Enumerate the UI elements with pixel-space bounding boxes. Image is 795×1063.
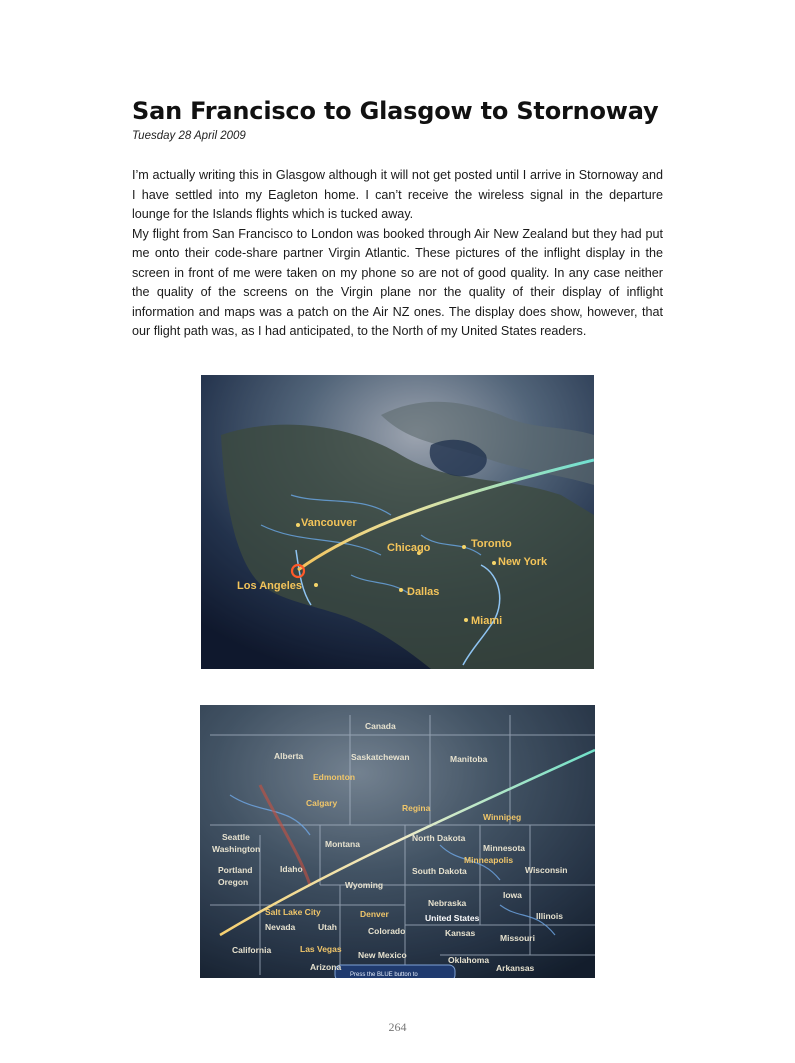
map-label-salt-lake-city: Salt Lake City: [265, 907, 321, 917]
map-label-california: California: [232, 945, 272, 955]
city-label-dallas: Dallas: [407, 586, 440, 598]
map-label-wisconsin: Wisconsin: [525, 865, 568, 875]
map-label-kansas: Kansas: [445, 928, 476, 938]
map-label-manitoba: Manitoba: [450, 754, 488, 764]
map-label-wyoming: Wyoming: [345, 880, 384, 890]
map-label-new-mexico: New Mexico: [358, 950, 407, 960]
post-date: Tuesday 28 April 2009: [132, 130, 246, 142]
city-label-toronto: Toronto: [471, 538, 512, 550]
map-label-colorado: Colorado: [368, 926, 406, 936]
map-label-edmonton: Edmonton: [313, 772, 356, 782]
map-label-seattle: Seattle: [222, 832, 250, 842]
map-label-washington: Washington: [212, 844, 261, 854]
map-label-illinois: Illinois: [536, 911, 563, 921]
flight-map-photo-1: [201, 375, 594, 669]
map-label-north-dakota: North Dakota: [412, 833, 466, 843]
paragraph-2: My flight from San Francisco to London was booked through Air New Zealand but they had put me onto their code-share partner Virgin Atlantic. These pictures of the inflight display in the screen in front of me were taken on my phone so are not of good quality. In any case neither the quality of the screens on the Virgin plane nor the quality of their display of inflight information and maps was a patch on the Air NZ ones. The display does show, however, that our flight path was, as I had anticipated, to the North of my United States readers.: [132, 226, 663, 338]
page-number: 264: [388, 1020, 407, 1034]
city-label-los-angeles: Los Angeles: [237, 580, 302, 592]
map-label-portland: Portland: [218, 865, 253, 875]
map-label-minnesota: Minnesota: [483, 843, 526, 853]
city-label-chicago: Chicago: [387, 542, 431, 554]
flight-map-photo-2: [200, 705, 595, 978]
map-label-nebraska: Nebraska: [428, 898, 467, 908]
article-title: San Francisco to Glasgow to Stornoway: [132, 97, 659, 125]
city-label-miami: Miami: [471, 615, 503, 627]
map-label-oregon: Oregon: [218, 877, 249, 887]
map-label-alberta: Alberta: [274, 751, 304, 761]
map-label-montana: Montana: [325, 839, 360, 849]
map-label-missouri: Missouri: [500, 933, 535, 943]
map-label-united-states: United States: [425, 913, 480, 923]
article-body: [132, 166, 663, 342]
map-label-iowa: Iowa: [503, 890, 522, 900]
map-label-arkansas: Arkansas: [496, 963, 535, 973]
city-label-new-york: New York: [498, 556, 548, 568]
map-label-south-dakota: South Dakota: [412, 866, 467, 876]
map-label-regina: Regina: [402, 803, 431, 813]
city-label-vancouver: Vancouver: [301, 517, 357, 529]
map-label-utah: Utah: [318, 922, 337, 932]
map-label-saskatchewan: Saskatchewan: [351, 752, 410, 762]
map-label-idaho: Idaho: [280, 864, 303, 874]
map-label-nevada: Nevada: [265, 922, 296, 932]
map-label-arizona: Arizona: [310, 962, 342, 972]
map-label-calgary: Calgary: [306, 798, 338, 808]
screen-press-note: Press the BLUE button to: [350, 972, 418, 978]
flight-map-1-image: [201, 375, 594, 669]
map-label-canada: Canada: [365, 721, 396, 731]
map-label-winnipeg: Winnipeg: [483, 812, 522, 822]
map-label-las-vegas: Las Vegas: [300, 944, 342, 954]
paragraph-1: I’m actually writing this in Glasgow although it will not get posted until I arrive in Stornoway and I have settled into my Eagleton home. I can’t receive the wireless signal in the departure lounge for the Islands flights which is tucked away.: [132, 168, 663, 221]
flight-map-2-image: [200, 705, 595, 978]
map-label-oklahoma: Oklahoma: [448, 955, 490, 965]
map-label-denver: Denver: [360, 909, 389, 919]
map-label-minneapolis: Minneapolis: [464, 855, 514, 865]
